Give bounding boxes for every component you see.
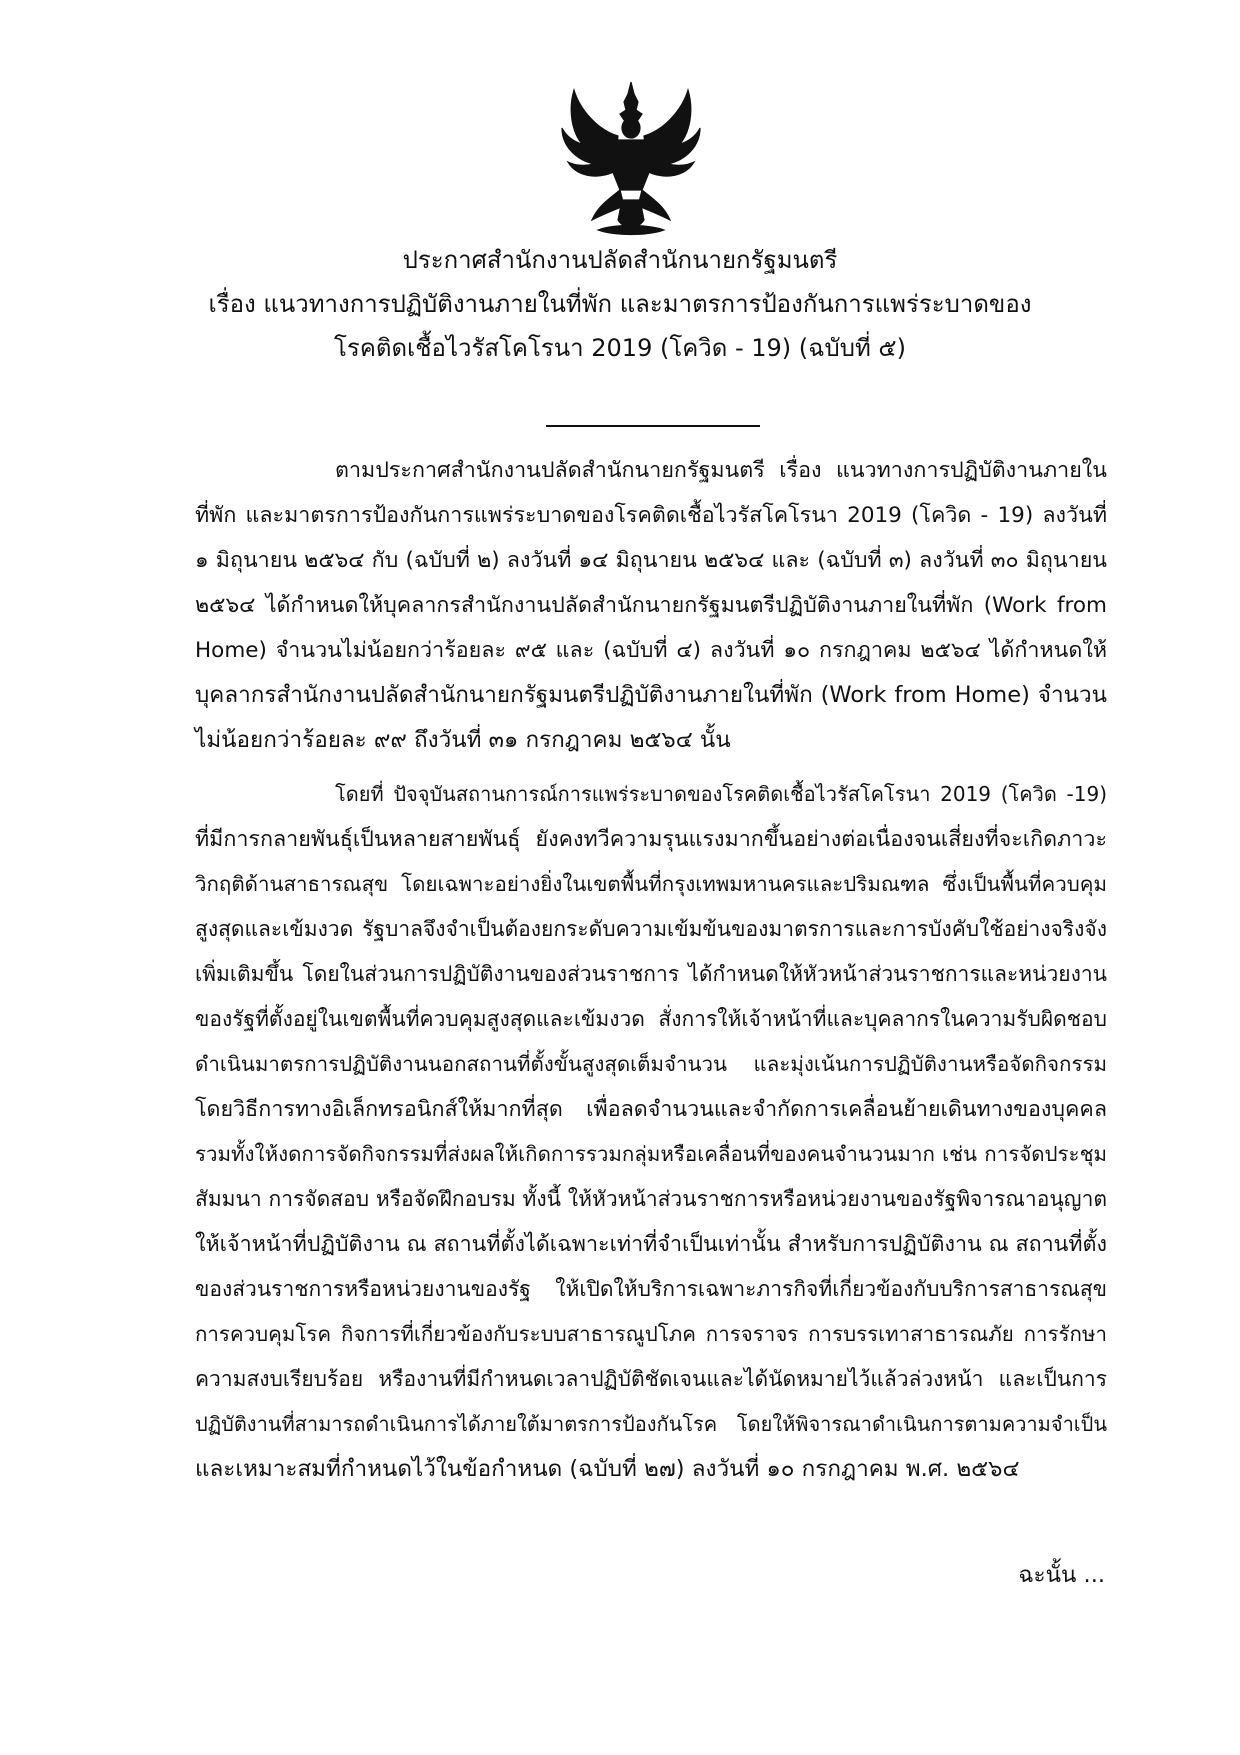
- text-line: ตามประกาศสำนักงานปลัดสำนักนายกรัฐมนตรี เรื่อง แนวทางการปฏิบัติงานภายใน: [335, 458, 1107, 483]
- text-line: โดยที่ ปัจจุบันสถานการณ์การแพร่ระบาดของโรคติดเชื้อไวรัสโคโรนา 2019 (โควิด -19): [335, 782, 1107, 806]
- title-line: เรื่อง แนวทางการปฏิบัติงานภายในที่พัก และมาตรการป้องกันการแพร่ระบาดของ: [208, 290, 1032, 318]
- text-line: เพิ่มเติมขึ้น โดยในส่วนการปฏิบัติงานของส่วนราชการ ได้กำหนดให้หัวหน้าส่วนราชการและหน่วยงาน: [195, 962, 1107, 986]
- text-line: ของรัฐที่ตั้งอยู่ในเขตพื้นที่ควบคุมสูงสุดและเข้มงวด สั่งการให้เจ้าหน้าที่และบุคลากรในความรับผิดชอบ: [195, 1007, 1107, 1031]
- paragraph-2: [195, 772, 1107, 1492]
- paragraph-1: [195, 448, 1107, 763]
- text-line: สัมมนา การจัดสอบ หรือจัดฝึกอบรม ทั้งนี้ ให้หัวหน้าส่วนราชการหรือหน่วยงานของรัฐพิจารณาอนุญาต: [195, 1187, 1107, 1211]
- text-line: ที่มีการกลายพันธุ์เป็นหลายสายพันธุ์ ยังคงทวีความรุนแรงมากขึ้นอย่างต่อเนื่องจนเสี่ยงที่จะเกิดภาวะ: [195, 827, 1107, 852]
- text-line: รวมทั้งให้งดการจัดกิจกรรมที่ส่งผลให้เกิดการรวมกลุ่มหรือเคลื่อนที่ของคนจำนวนมาก เช่น การจัดประชุม: [195, 1142, 1107, 1166]
- text-line: บุคลากรสำนักงานปลัดสำนักนายกรัฐมนตรีปฏิบัติงานภายในที่พัก (Work from Home) จำนวน: [195, 682, 1107, 708]
- text-line: ให้เจ้าหน้าที่ปฏิบัติงาน ณ สถานที่ตั้งได้เฉพาะเท่าที่จำเป็นเท่านั้น สำหรับการปฏิบัติงาน ณ สถานที่ตั้ง: [195, 1232, 1107, 1257]
- text-line: โดยวิธีการทางอิเล็กทรอนิกส์ให้มากที่สุด เพื่อลดจำนวนและจำกัดการเคลื่อนย้ายเดินทางของบุคคล: [195, 1097, 1107, 1122]
- text-line: การควบคุมโรค กิจการที่เกี่ยวข้องกับระบบสาธารณูปโภค การจราจร การบรรเทาสาธารณภัย การรักษา: [195, 1322, 1107, 1346]
- text-line: ที่พัก และมาตรการป้องกันการแพร่ระบาดของโรคติดเชื้อไวรัสโคโรนา 2019 (โควิด - 19) ลงวันที่: [195, 503, 1107, 528]
- title-line: ประกาศสำนักงานปลัดสำนักนายกรัฐมนตรี: [402, 246, 838, 274]
- text-line: ๒๕๖๔ ได้กำหนดให้บุคลากรสำนักงานปลัดสำนักนายกรัฐมนตรีปฏิบัติงานภายในที่พัก (Work from: [195, 593, 1107, 618]
- title-line: โรคติดเชื้อไวรัสโคโรนา 2019 (โควิด - 19) (ฉบับที่ ๕): [334, 334, 906, 362]
- text-line: สูงสุดและเข้มงวด รัฐบาลจึงจำเป็นต้องยกระดับความเข้มข้นของมาตรการและการบังคับใช้อย่างจริงจัง: [195, 917, 1107, 941]
- text-line: ไม่น้อยกว่าร้อยละ ๙๙ ถึงวันที่ ๓๑ กรกฎาคม ๒๕๖๔ นั้น: [195, 727, 731, 753]
- text-line: และเหมาะสมที่กำหนดไว้ในข้อกำหนด (ฉบับที่ ๒๗) ลงวันที่ ๑๐ กรกฎาคม พ.ศ. ๒๕๖๔: [195, 1456, 1020, 1482]
- garuda-emblem-icon: [558, 80, 704, 238]
- text-line: ดำเนินมาตรการปฏิบัติงานนอกสถานที่ตั้งขั้นสูงสุดเต็มจำนวน และมุ่งเน้นการปฏิบัติงานหรือจัดกิจกรรม: [195, 1052, 1107, 1076]
- text-line: ๑ มิถุนายน ๒๕๖๔ กับ (ฉบับที่ ๒) ลงวันที่ ๑๔ มิถุนายน ๒๕๖๔ และ (ฉบับที่ ๓) ลงวันที่ ๓๐ มิถุนายน: [195, 548, 1107, 573]
- announcement-title: [160, 238, 1080, 370]
- continuation-marker: ฉะนั้น ...: [1018, 1562, 1105, 1588]
- text-line: ของส่วนราชการหรือหน่วยงานของรัฐ ให้เปิดให้บริการเฉพาะภารกิจที่เกี่ยวข้องกับบริการสาธารณสุข: [195, 1277, 1107, 1301]
- title-divider: [546, 425, 760, 427]
- text-line: ปฏิบัติงานที่สามารถดำเนินการได้ภายใต้มาตรการป้องกันโรค โดยให้พิจารณาดำเนินการตามความจำเป็น: [195, 1412, 1107, 1436]
- text-line: วิกฤติด้านสาธารณสุข โดยเฉพาะอย่างยิ่งในเขตพื้นที่กรุงเทพมหานครและปริมณฑล ซึ่งเป็นพื้นที่ควบคุม: [195, 872, 1107, 896]
- text-line: ความสงบเรียบร้อย หรืองานที่มีกำหนดเวลาปฏิบัติชัดเจนและได้นัดหมายไว้แล้วล่วงหน้า และเป็นการ: [195, 1367, 1107, 1391]
- text-line: Home) จำนวนไม่น้อยกว่าร้อยละ ๙๕ และ (ฉบับที่ ๔) ลงวันที่ ๑๐ กรกฎาคม ๒๕๖๔ ได้กำหนดให้: [195, 638, 1107, 663]
